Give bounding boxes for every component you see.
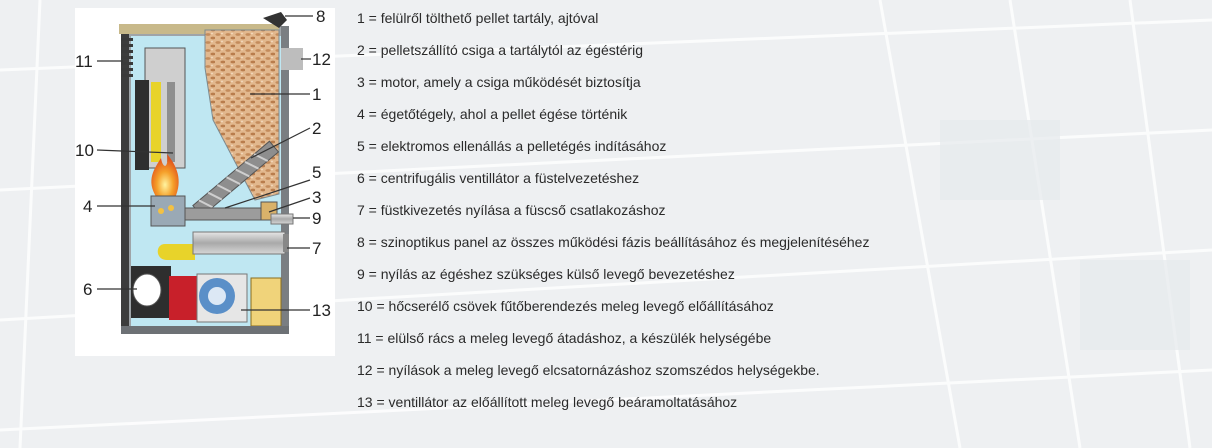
- callout-12: 12: [312, 50, 331, 69]
- legend-item-7: 7 = füstkivezetés nyílása a füscső csatlakozáshoz: [357, 202, 666, 218]
- legend-item-10: 10 = hőcserélő csövek fűtőberendezés meleg levegő előállításához: [357, 298, 774, 314]
- callout-6: 6: [83, 280, 93, 299]
- callout-4: 4: [83, 197, 93, 216]
- callout-3: 3: [312, 188, 322, 207]
- callout-1: 1: [312, 85, 322, 104]
- callout-5: 5: [312, 163, 322, 182]
- stove-cutaway-diagram: [75, 8, 335, 356]
- legend-item-11: 11 = elülső rács a meleg levegő átadáshoz, a készülék helységébe: [357, 330, 772, 346]
- air-intake: [271, 214, 293, 224]
- legend-item-8: 8 = szinoptikus panel az összes működési fázis beállításához és megjelenítéséhez: [357, 234, 870, 250]
- legend-item-12: 12 = nyílások a meleg levegő elcsatornázáshoz szomszédos helységekbe.: [357, 362, 820, 378]
- legend-item-13: 13 = ventillátor az előállított meleg levegő beáramoltatásához: [357, 394, 738, 410]
- legend-item-9: 9 = nyílás az égéshez szükséges külső levegő bevezetéshez: [357, 266, 735, 282]
- ignition-resistor: [185, 208, 265, 220]
- stove-illustration: [75, 8, 335, 356]
- component-legend: [357, 8, 869, 424]
- legend-item-4: 4 = égetőtégely, ahol a pellet égése történik: [357, 106, 628, 122]
- hot-air-outlet: [281, 48, 303, 70]
- legend-item-3: 3 = motor, amely a csiga működését biztosítja: [357, 74, 641, 90]
- burn-pot: [151, 196, 185, 226]
- legend-item-6: 6 = centrifugális ventillátor a füstelvezetéshez: [357, 170, 640, 186]
- callout-2: 2: [312, 119, 322, 138]
- callout-9: 9: [312, 209, 322, 228]
- callout-7: 7: [312, 239, 322, 258]
- callout-13: 13: [312, 301, 331, 320]
- callout-8: 8: [316, 8, 326, 26]
- callout-10: 10: [75, 141, 94, 160]
- hot-air-fan: [197, 274, 281, 326]
- legend-item-1: 1 = felülről tölthető pellet tartály, ajtóval: [357, 10, 599, 26]
- legend-item-2: 2 = pelletszállító csiga a tartálytól az égéstérig: [357, 42, 643, 58]
- callout-11: 11: [75, 52, 93, 71]
- legend-item-5: 5 = elektromos ellenállás a pelletégés indításához: [357, 138, 667, 154]
